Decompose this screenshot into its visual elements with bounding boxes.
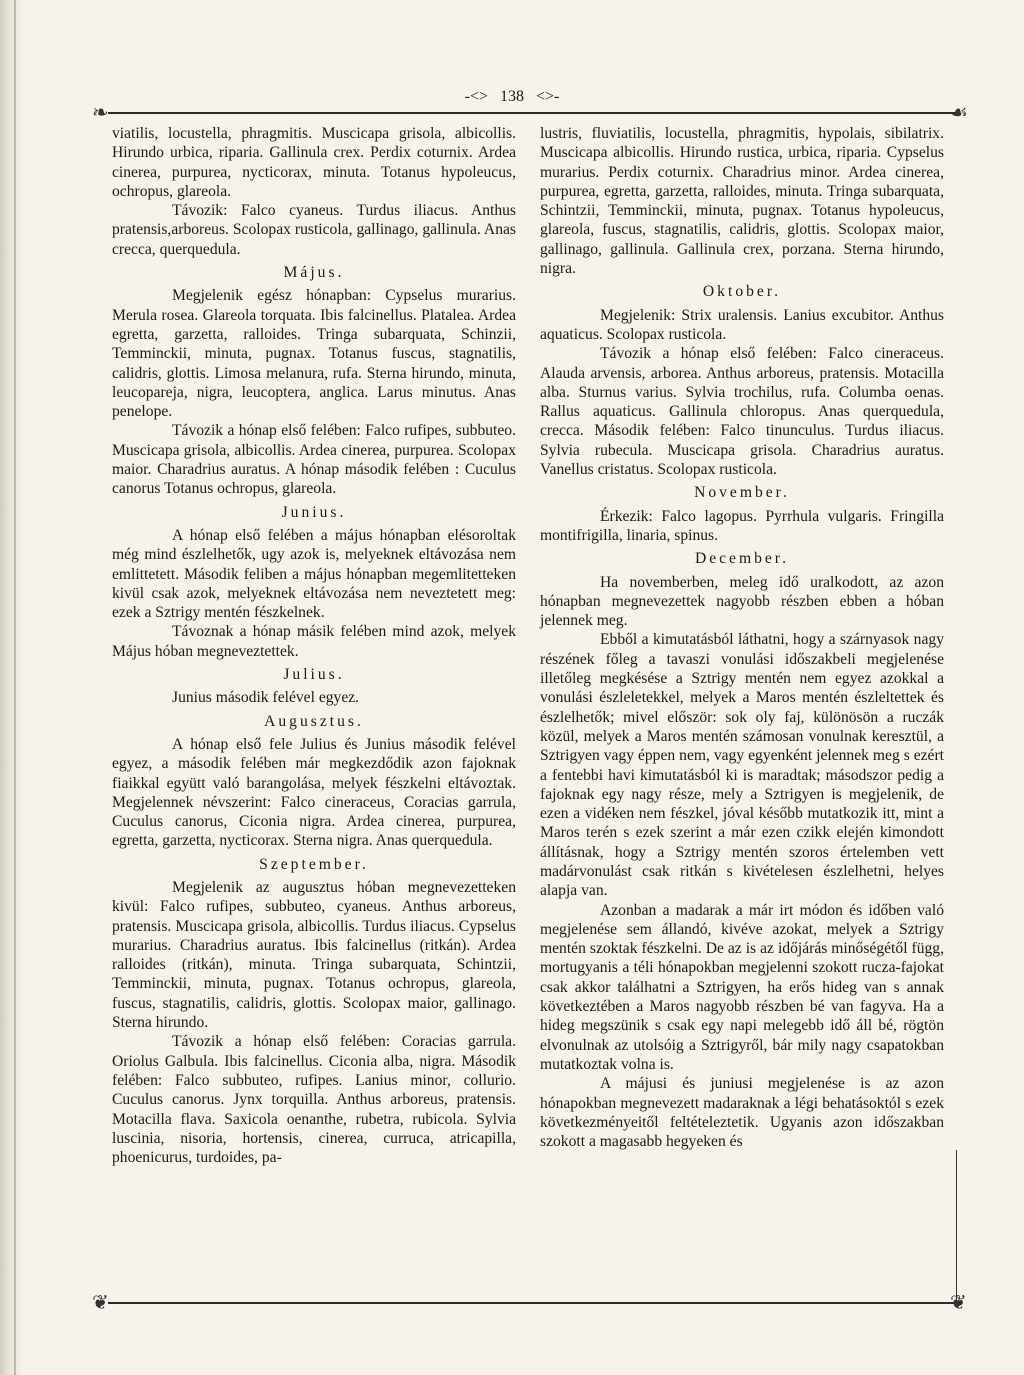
top-left-ornament: ❧ xyxy=(92,100,109,124)
paragraph: Távozik: Falco cyaneus. Turdus iliacus. Anthus pratensis,arboreus. Scolopax rusticola, gallinago, gallinula. Anas crecca, querquedula. xyxy=(112,202,516,258)
paragraph: Ebből a kimutatásból láthatni, hogy a szárnyasok nagy részének főleg a tavaszi vonulási időszakbeli megjelenése illetőleg megkésése a Sztrigy mentén nem egyez azokkal a vonulási észleletekkel, melyek a Maros mentén észleltettek és észlelhetők; mivel először: sok oly faj, különösön a ruczák közül, melyek a Maros mentén számosan vonulnak keresztül, a Sztrigyen vagy éppen nem, vagy egyenként jelennek meg s ezért a fentebbi havi kimutatásból ki is maradtak; másodszor pedig a fajoknak egy nagy része, mely a Sztrigyen is megjelenik, de ezen a vidéken nem fészkel, jóval később mutatkozik itt, mint a Maros terén s ezek szerint a már ezen czikk elején kimondott állításnak, hogy a Sztrigy mentén szoros értelemben vett madárvonulást csak ritkán s kivételesen észlelhetni, helyes alapja van. xyxy=(540,631,944,900)
page-number: 138 xyxy=(500,88,524,105)
paragraph: Megjelenik egész hónapban: Cypselus murarius. Merula rosea. Glareola torquata. Ibis falcinellus. Platalea. Ardea egretta, garzetta, ralloides. Tringa subarquata, Schinzii, Temminckii, minuta, pugnax. Totanus fuscus, stagnatilis, calidris, glottis. Limosa melanura, rufa. Sterna hirundo, minuta, leucopareja, nigra, leucoptera, anglica. Larus minutus. Anas penelope. xyxy=(112,287,516,421)
right-column xyxy=(540,124,944,1151)
section-heading: Szeptember. xyxy=(259,855,369,873)
header-right-ornament: <>- xyxy=(536,88,560,105)
paragraph: Megjelenik az augusztus hóban megnevezetteken kivül: Falco rufipes, subbuteo, cyaneus. Anthus arboreus, pratensis. Muscicapa grisola, albicollis. Turdus iliacus. Cypselus murarius. Charadrius auratus. Ibis falcinellus (ritkán). Ardea ralloides (ritkán), minuta. Tringa subarquata, Schintzii, Temminckii, minuta, pugnax. Totanus ochropus, glareola, fuscus, stagnatilis, calidris, glottis. Scolopax maior, gallinago. Sterna hirundo. xyxy=(112,878,516,1032)
left-column xyxy=(112,124,516,1167)
paragraph: Érkezik: Falco lagopus. Pyrrhula vulgaris. Fringilla montifrigilla, linaria, spinus. xyxy=(540,507,944,544)
page-binding xyxy=(0,0,22,1375)
paragraph: Azonban a madarak a már irt módon és időben való megjelenése sem állandó, kivéve azokat, melyek a Sztrigy mentén szoktak fészkelni. De az is az időjárás minőségétől függ, mortugyanis a téli hónapokban megjelenni szokott rucza-fajokat csak akkor találhatni a Sztrigyen, ha erős hideg van s annak következtében a Maros nagyobb részben bé van fagyva. Ha a hideg megszünik s csak egy napi melegebb idő áll bé, rögtön elvonulnak az utolsóig a Sztrigyről, bár mily nagy csapatokban mutatkoztak volna is. xyxy=(540,901,944,1073)
paragraph: Megjelenik: Strix uralensis. Lanius excubitor. Anthus aquaticus. Scolopax rusticola. xyxy=(540,306,944,343)
section-heading: Május. xyxy=(283,264,345,282)
section-heading: Augusztus. xyxy=(264,712,364,730)
page-header xyxy=(0,88,1024,106)
paragraph: Ha novemberben, meleg idő uralkodott, az azon hónapban megnevezettek nagyobb részben ebben a hóban jelennek meg. xyxy=(540,573,944,630)
top-rule xyxy=(108,112,956,114)
paragraph: viatilis, locustella, phragmitis. Muscicapa grisola, albicollis. Hirundo urbica, riparia. Gallinula crex. Perdix coturnix. Ardea cinerea, purpurea, nycticorax, minuta. Totanus hypoleucus, ochropus, glareola. xyxy=(112,125,516,200)
section-heading: Junius. xyxy=(281,503,347,521)
right-margin-rule xyxy=(956,1150,957,1300)
paragraph: Távozik a hónap első felében: Coracias garrula. Oriolus Galbula. Ibis falcinellus. Ciconia alba, nigra. Második felében: Falco subbuteo, rufipes. Lanius minor, collurio. Cuculus canorus. Jynx torquilla. Anthus arboreus, pratensis. Motacilla flava. Saxicola oenanthe, rubetra, rubicola. Sylvia luscinia, nisoria, hortensis, cinerea, curruca, atricapilla, phoenicurus, turdoides, pa- xyxy=(112,1033,516,1167)
header-left-ornament: -<> xyxy=(464,88,488,105)
paragraph: A hónap első felében a május hónapban elésoroltak még mind észlelhetők, ugy azok is, melyeknek eltávozása nem emlittetett. Második feliben a május hónapban megemlitetteken kivül csak azok, melyeknek eltávozása nem neveztetett meg: ezek a Sztrigy mentén fészkelnek. xyxy=(112,526,516,622)
bottom-left-ornament: ❦ xyxy=(92,1290,109,1314)
bottom-right-ornament: ❦ xyxy=(950,1290,967,1314)
gutter-line xyxy=(14,0,16,1375)
paragraph: A hónap első fele Julius és Junius második felével egyez, a második felében már megkezdődik azon fajoknak fiaikkal együtt való barangolása, melyek fészkelni eltávoztak. Megjelennek névszerint: Falco cineraceus, Coracias garrula, Cuculus canorus, Ciconia nigra. Ardea cinerea, purpurea, egretta, garzetta, nycticorax. Sterna nigra. Anas querquedula. xyxy=(112,735,516,850)
top-right-ornament: ☙ xyxy=(950,100,968,124)
section-heading: Julius. xyxy=(283,666,345,684)
section-heading: December. xyxy=(694,550,790,568)
paragraph: lustris, fluviatilis, locustella, phragmitis, hypolais, sibilatrix. Muscicapa albicollis. Hirundo rustica, urbica, riparia. Cypselus murarius. Perdix coturnix. Charadrius minor. Ardea cinerea, purpurea, egretta, garzetta, ralloides, minuta. Tringa subarquata, Schintzii, Temminckii, minuta, pugnax. Totanus hypoleucus, glareola, fuscus, stagnatilis, calidris, glottis. Scolopax maior, gallinago, gallinula. Gallinula crex, porzana. Sterna hirundo, nigra. xyxy=(540,125,944,278)
paragraph: Távozik a hónap első felében: Falco cineraceus. Alauda arvensis, arborea. Anthus arboreus, pratensis. Motacilla alba. Sturnus varius. Sylvia trochilus, rufa. Columba oenas. Rallus aquaticus. Gallinula chloropus. Anas querquedula, crecca. Második felében: Falco tinunculus. Turdus iliacus. Sylvia rubecula. Muscicapa grisola. Charadrius auratus. Vanellus cristatus. Scolopax rusticola. xyxy=(540,345,944,479)
paragraph: Junius második felével egyez. xyxy=(172,689,360,707)
section-heading: November. xyxy=(694,484,790,502)
bottom-rule xyxy=(108,1302,956,1304)
paragraph: Távoznak a hónap másik felében mind azok, melyek Május hóban megneveztettek. xyxy=(112,623,516,660)
section-heading: Oktober. xyxy=(702,283,782,301)
paragraph: A májusi és juniusi megjelenése is az azon hónapokban megnevezett madaraknak a légi behatásoktól s ezek következményeitől feltételeztetik. Ugyanis azon időszakban szokott a magasabb hegyeken és xyxy=(540,1075,944,1151)
paragraph: Távozik a hónap első felében: Falco rufipes, subbuteo. Muscicapa grisola, albicollis. Ardea cinerea, purpurea. Scolopax maior. Charadrius auratus. A hónap második felében : Cuculus canorus Totanus ochropus, glareola. xyxy=(112,422,516,498)
